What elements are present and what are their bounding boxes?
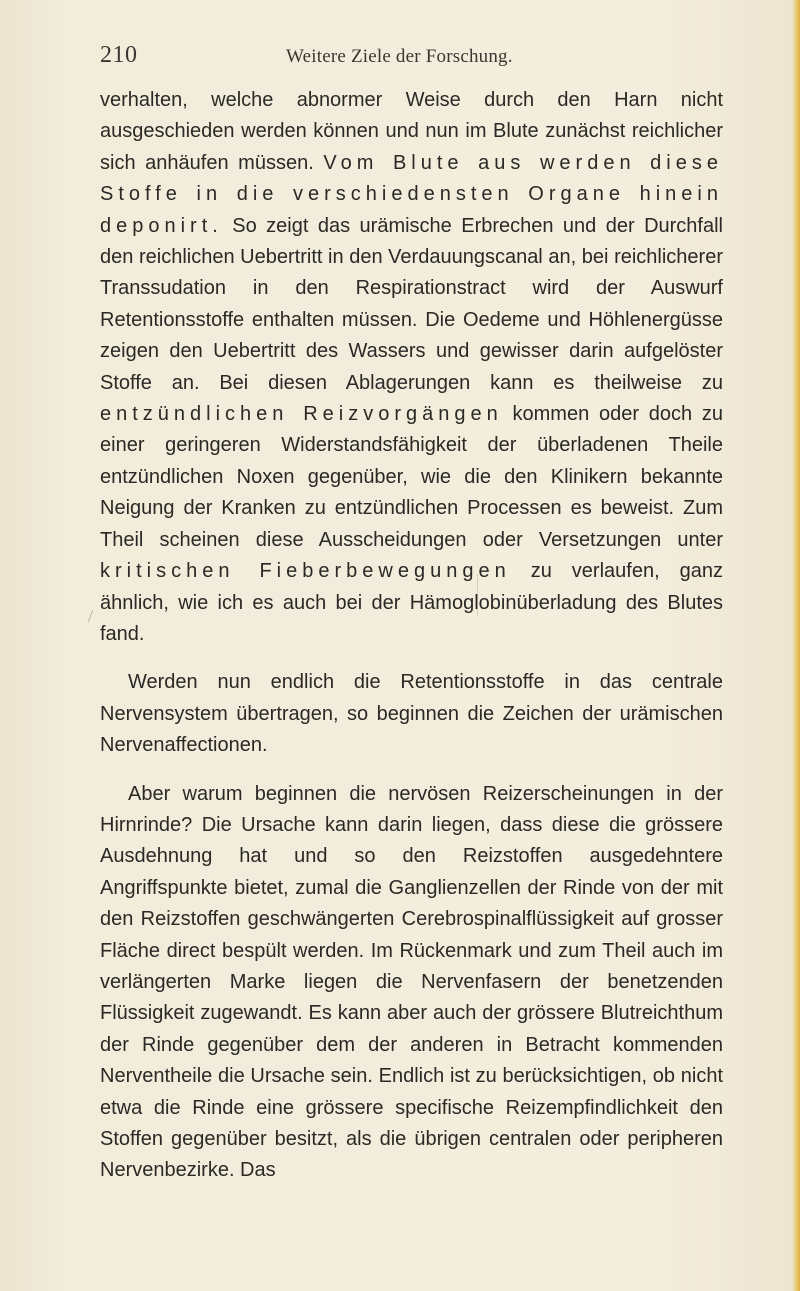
running-head: Weitere Ziele der Forschung.: [286, 46, 513, 67]
spaced-emphasis: entzündlichen Reizvorgängen: [100, 403, 503, 426]
paragraph-1: [100, 85, 723, 650]
page-header: [100, 38, 720, 78]
page-number: 210: [100, 42, 138, 68]
margin-mark: [88, 610, 99, 622]
paragraph-2: [100, 667, 723, 761]
text-segment: So zeigt das urämische Erbrechen und der Durchfall den reichlichen Uebertritt in den Verdauungscanal an, bei reichlicherer Transsudation in den Respirationstract wird der Auswurf Retentionsstoffe enthalten müssen. Die Oedeme und Höhlenergüsse zeigen den Uebertritt des Wassers und gewisser darin aufgelöster Stoffe an. Bei diesen Ablagerungen kann es theilweise zu: [100, 214, 723, 394]
body-text: [100, 85, 723, 1187]
spaced-emphasis: Vom Blute aus werden diese Stoffe in die verschiedensten Organe hinein deponirt.: [100, 151, 723, 237]
spaced-emphasis: kritischen Fieberbewegungen: [100, 560, 511, 583]
text-segment: verhalten, welche abnormer Weise durch den Harn nicht ausgeschieden werden können und nun im Blute zunächst reichlicher sich anhäufen müssen.: [100, 89, 723, 174]
text-segment: Aber warum beginnen die nervösen Reizerscheinungen in der Hirnrinde? Die Ursache kann darin liegen, dass diese die grössere Ausdehnung hat und so den Reizstoffen ausgedehntere Angriffspunkte bietet, zumal die Ganglienzellen der Rinde von der mit den Reizstoffen geschwängerten Cerebrospinalflüssigkeit auf grosser Fläche direct bespült werden. Im Rückenmark und zum Theil auch im verlängerten Marke liegen die Nervenfasern der benetzenden Flüssigkeit zugewandt. Es kann aber auch der grössere Blutreichthum der Rinde gegenüber dem der anderen in Betracht kommenden Nerventheile die Ursache sein. Endlich ist zu berücksichtigen, ob nicht etwa die Rinde eine grössere specifische Reizempfindlichkeit den Stoffen gegenüber besitzt, als die übrigen centralen oder peripheren Nervenbezirke. Das: [100, 782, 723, 1182]
paragraph-3: [100, 779, 723, 1187]
text-segment: kommen oder doch zu einer geringeren Widerstandsfähigkeit der überladenen Theile entzündlichen Noxen gegenüber, wie die den Klinikern bekannte Neigung der Kranken zu entzündlichen Processen es beweist. Zum Theil scheinen diese Ausscheidungen oder Versetzungen unter: [100, 403, 724, 551]
page-edge-stain: [792, 0, 800, 1291]
text-segment: zu verlaufen, ganz ähnlich, wie ich es auch bei der Hämoglobinüberladung des Blutes fand.: [100, 560, 723, 645]
text-segment: Werden nun endlich die Retentionsstoffe in das centrale Nervensystem übertragen, so beginnen die Zeichen der urämischen Nervenaffectionen.: [100, 671, 723, 757]
